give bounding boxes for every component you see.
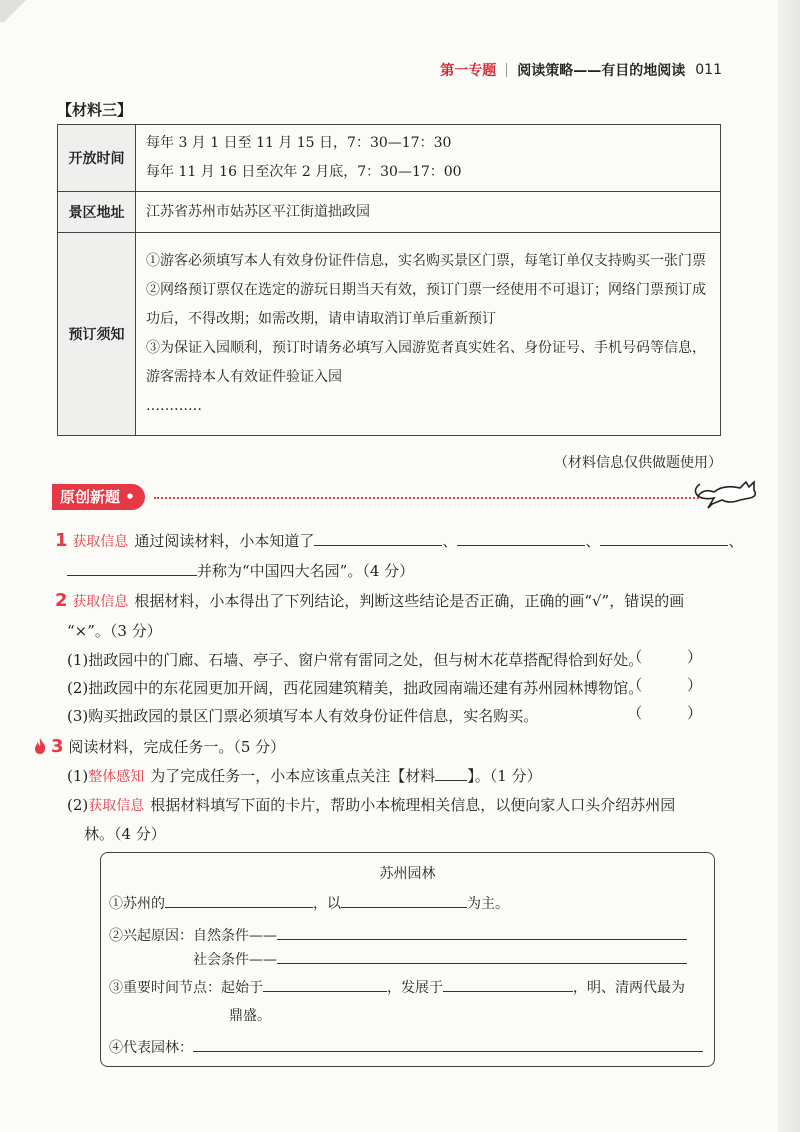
separator: 、	[442, 532, 458, 550]
value-line: 每年 11 月 16 日至次年 2 月底，7：30—17：00	[146, 164, 462, 180]
page-edge	[778, 0, 800, 1132]
sub-prefix: (2)	[67, 796, 89, 814]
answer-blank[interactable]	[277, 926, 687, 940]
header-title: 阅读策略——有目的地阅读	[517, 63, 686, 79]
question-text: 根据材料填写下面的卡片，帮助小本梳理相关信息，以便向家人口头介绍苏州园	[150, 796, 676, 814]
row-key: 预订须知	[58, 233, 136, 436]
material-title: 【材料三】	[57, 101, 133, 119]
header-section: 第一专题	[440, 63, 497, 79]
answer-blank[interactable]	[600, 528, 728, 546]
question-3	[33, 733, 285, 761]
card-row-3b: 鼎盛。	[229, 1008, 271, 1024]
value-line: 江苏省苏州市姑苏区平江街道拙政园	[146, 203, 370, 220]
question-number: 2	[55, 590, 68, 611]
answer-blank[interactable]	[67, 558, 197, 576]
separator: 、	[585, 532, 601, 550]
answer-blank[interactable]	[341, 894, 467, 908]
question-number: 3	[51, 736, 64, 757]
row-key: 景区地址	[58, 192, 136, 233]
card-row-3	[109, 977, 685, 997]
card-text: ①苏州的	[109, 896, 165, 912]
card-text: ②兴起原因：自然条件——	[109, 928, 277, 944]
value-line: ②网络预订票仅在选定的游玩日期当天有效，预订门票一经使用不可退订；网络门票预订成功后，不得改期；如需改期，请申请取消订单后重新预订	[146, 282, 706, 327]
answer-card	[100, 852, 715, 1067]
card-row-2b	[193, 949, 687, 969]
question-text: 并称为“中国四大名园”。（4 分）	[197, 562, 415, 580]
answer-blank[interactable]	[435, 763, 467, 781]
question-tag: 获取信息	[88, 798, 145, 814]
question-text: 根据材料，小本得出了下列结论，判断这些结论是否正确，正确的画“√”，错误的画	[134, 592, 685, 610]
card-row-1	[109, 893, 509, 913]
question-2-line-2: “×”。（3 分）	[67, 622, 162, 640]
question-number: 1	[55, 530, 68, 551]
header-divider	[506, 63, 507, 77]
subquestion-1	[67, 762, 542, 791]
question-text: 通过阅读材料，小本知道了	[134, 532, 315, 550]
answer-paren[interactable]: （ ）	[627, 648, 722, 666]
answer-blank[interactable]	[263, 978, 387, 992]
judge-item: (3)购买拙政园的景区门票必须填写本人有效身份证件信息，实名购买。	[67, 707, 539, 725]
row-key: 开放时间	[58, 125, 136, 192]
page-number: 011	[695, 62, 722, 78]
card-title: 苏州园林	[379, 866, 436, 882]
table-row	[58, 125, 721, 192]
table-row	[58, 233, 721, 436]
value-line: ③为保证入园顺利，预订时请务必填写入园游览者真实姓名、身份证号、手机号码等信息，游客需持本人有效证件验证入园	[146, 340, 706, 385]
value-line: 每年 3 月 1 日至 11 月 15 日，7：30—17：30	[146, 135, 452, 151]
card-row-4	[109, 1037, 703, 1057]
section-banner	[52, 484, 764, 512]
card-text: 为主。	[467, 896, 509, 912]
answer-blank[interactable]	[193, 1038, 703, 1052]
answer-paren[interactable]: （ ）	[627, 676, 722, 694]
answer-blank[interactable]	[457, 528, 585, 546]
answer-blank[interactable]	[165, 894, 313, 908]
card-text: ，发展于	[387, 980, 443, 996]
question-2	[55, 587, 684, 616]
question-1	[55, 527, 743, 556]
answer-paren[interactable]: （ ）	[627, 704, 722, 722]
question-tag: 获取信息	[72, 534, 129, 550]
page-corner	[0, 0, 30, 22]
card-text: ，以	[313, 896, 341, 912]
question-1-line-2	[67, 557, 414, 585]
banner-dotted-line	[154, 497, 714, 499]
banner-bullet: •	[125, 488, 135, 506]
question-tag: 获取信息	[72, 594, 129, 610]
separator: 、	[728, 532, 744, 550]
banner-tag	[52, 484, 145, 510]
judge-item: (1)拙政园中的门廊、石墙、亭子、窗户常有雷同之处，但与树木花草搭配得恰到好处。	[67, 651, 644, 669]
question-text: 】。（1 分）	[467, 767, 542, 785]
sub-prefix: (1)	[67, 767, 89, 785]
running-header	[440, 60, 722, 80]
question-tag: 整体感知	[88, 769, 145, 785]
material-table	[57, 124, 721, 436]
value-line: ①游客必须填写本人有效身份证件信息，实名购买景区门票，每笔订单仅支持购买一张门票	[146, 253, 706, 269]
value-line: …………	[146, 398, 202, 414]
card-text: ，明、清两代最为	[573, 980, 685, 996]
judge-item: (2)拙政园中的东花园更加开阔，西花园建筑精美，拙政园南端还建有苏州园林博物馆。	[67, 679, 644, 697]
card-row-2	[109, 925, 687, 945]
row-value	[136, 233, 721, 436]
card-text: ③重要时间节点：起始于	[109, 980, 263, 996]
flame-icon	[33, 737, 47, 755]
question-text: 阅读材料，完成任务一。（5 分）	[68, 738, 286, 756]
answer-blank[interactable]	[443, 978, 573, 992]
question-text: 为了完成任务一，小本应该重点关注【材料	[150, 767, 436, 785]
subquestion-2	[67, 791, 675, 820]
answer-blank[interactable]	[314, 528, 442, 546]
subquestion-2-line-2: 林。（4 分）	[84, 825, 166, 843]
row-value	[136, 192, 721, 233]
row-value	[136, 125, 721, 192]
card-text: 社会条件——	[193, 952, 277, 968]
card-text: ④代表园林：	[109, 1040, 193, 1056]
banner-label: 原创新题	[60, 488, 121, 506]
answer-blank[interactable]	[277, 950, 687, 964]
cat-icon	[694, 474, 764, 510]
table-row	[58, 192, 721, 233]
material-note: （材料信息仅供做题使用）	[554, 455, 722, 471]
